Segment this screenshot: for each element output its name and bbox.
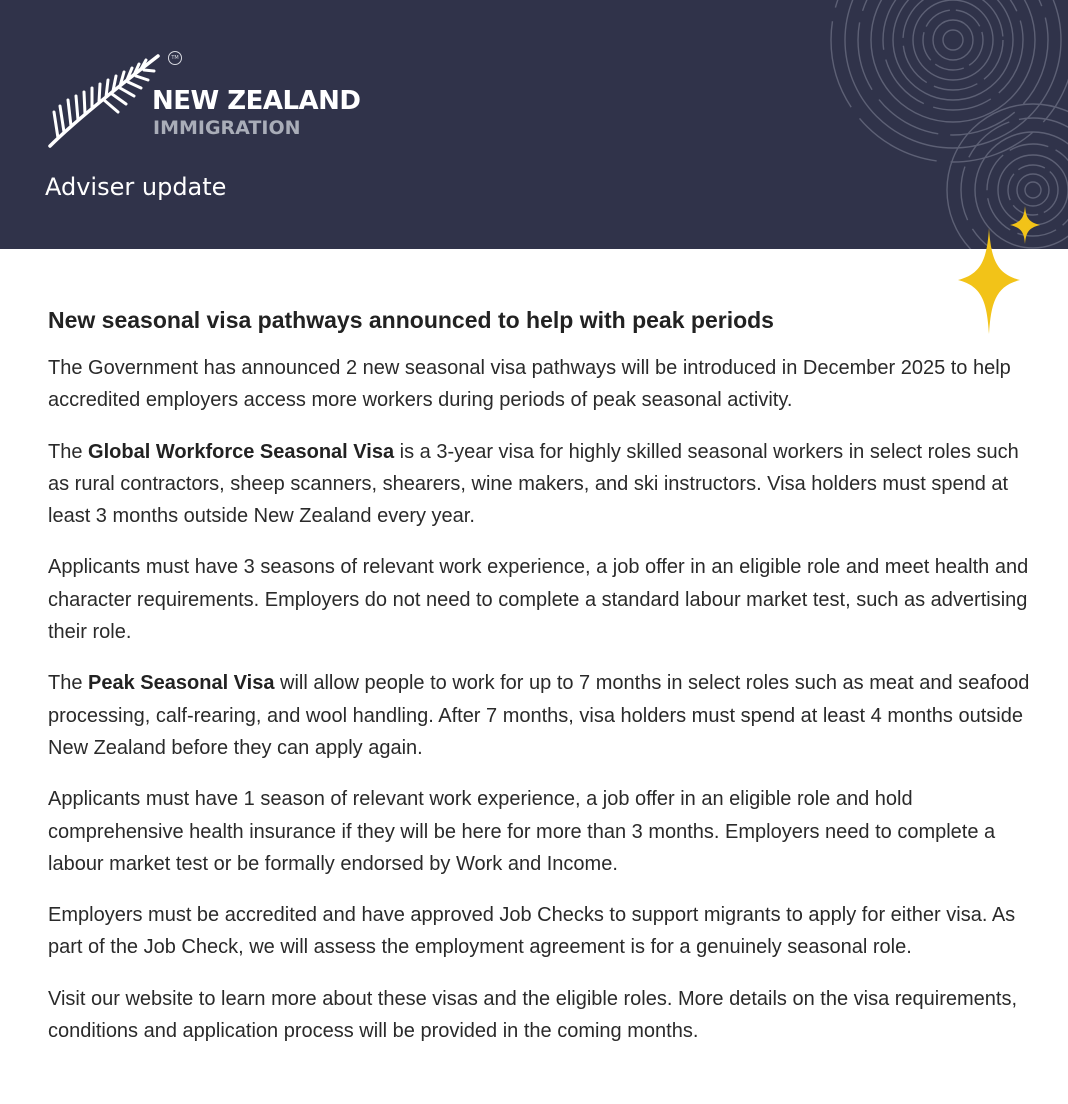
small-sparkle-icon [1010, 206, 1040, 244]
paragraph-announcement: The Government has announced 2 new seasonal visa pathways will be introduced in December 2025 to help accredited employers access more workers during periods of peak seasonal activity. [48, 357, 1011, 412]
paragraph-global-workforce-visa: The Global Workforce Seasonal Visa is a 3-year visa for highly skilled seasonal workers in select roles such as rural contractors, sheep scanners, shearers, wine makers, and ski instructors. Visa holders must spend at least 3 months outside New Zealand every year. [48, 440, 1019, 528]
paragraph-employer-accreditation: Employers must be accredited and have approved Job Checks to support migrants to apply for either visa. As part of the Job Check, we will assess the employment agreement is for a genuinely seasonal role. [48, 904, 1016, 959]
paragraph-global-workforce-requirements: Applicants must have 3 seasons of relevant work experience, a job offer in an eligible role and meet health and character requirements. Employers do not need to complete a standard labour market test, such as advertising their role. [48, 556, 1029, 644]
brand-name-secondary: IMMIGRATION [153, 117, 301, 139]
paragraph-website-info: Visit our website to learn more about these visas and the eligible roles. More details on the visa requirements, conditions and application process will be provided in the coming months. [48, 987, 1018, 1043]
peak-seasonal-visa-name: Peak Seasonal Visa [88, 672, 275, 695]
header-banner [0, 0, 1068, 249]
brand-name-primary: NEW ZEALAND [152, 86, 361, 116]
newsletter-title: Adviser update [45, 173, 227, 201]
trademark-badge: TM [168, 51, 182, 65]
paragraph-peak-seasonal-requirements: Applicants must have 1 season of relevant work experience, a job offer in an eligible role and hold comprehensive health insurance if they will be here for more than 3 months. Employers need to complete a labour market test or be formally endorsed by Work and Income. [48, 788, 996, 875]
global-workforce-visa-name: Global Workforce Seasonal Visa [88, 440, 395, 463]
silver-fern-logo-icon [44, 50, 164, 150]
article [48, 300, 1033, 1066]
article-heading: New seasonal visa pathways announced to help with peak periods [48, 307, 774, 333]
paragraph-peak-seasonal-visa: The Peak Seasonal Visa will allow people to work for up to 7 months in select roles such as meat and seafood processing, calf-rearing, and wool handling. After 7 months, visa holders must spend at least 4 months outside New Zealand before they can apply again. [48, 672, 1030, 759]
